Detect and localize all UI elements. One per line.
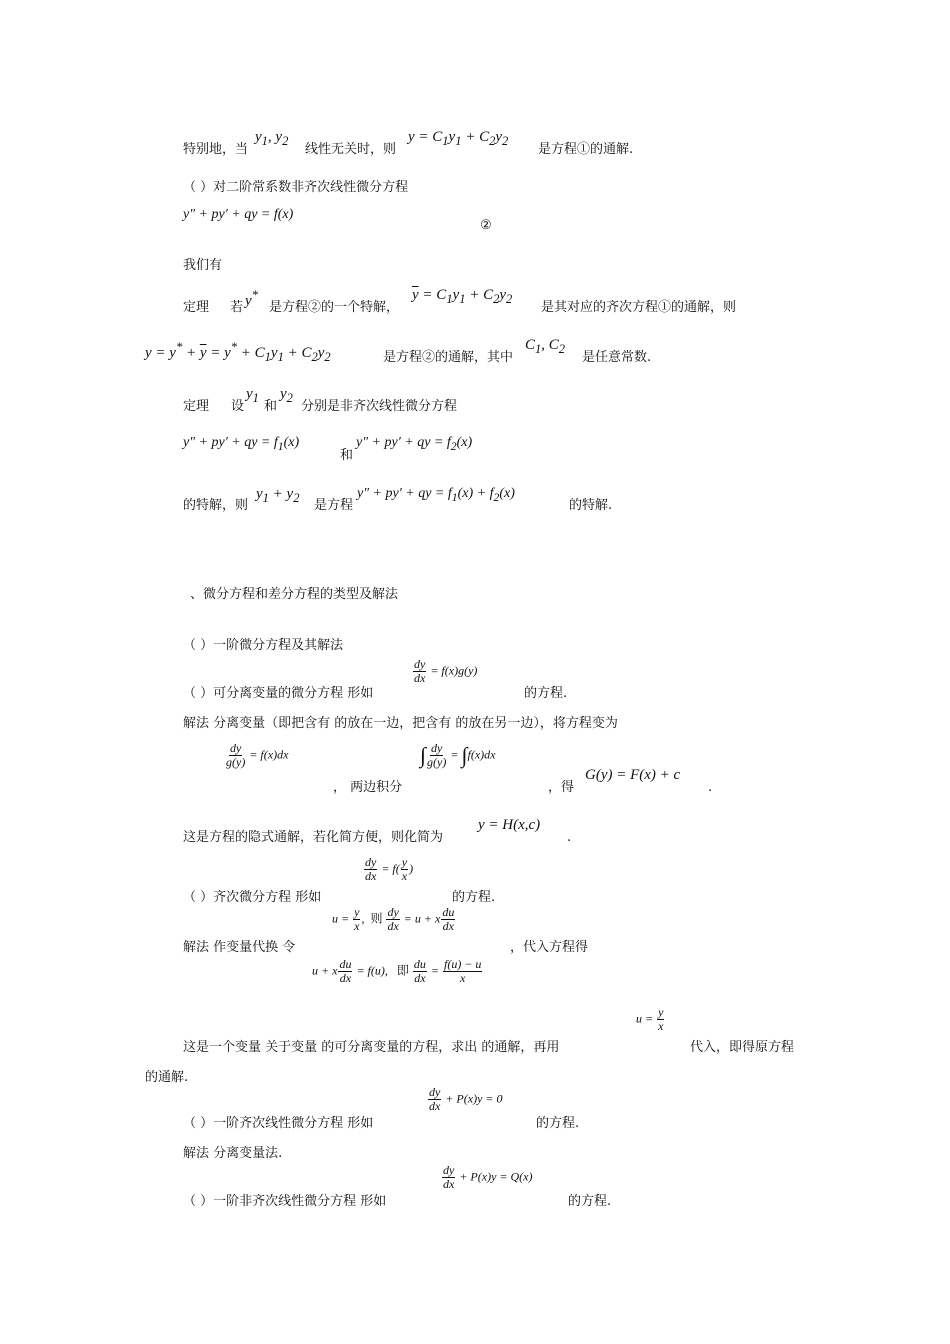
text-linear-nonhomogeneous-eq: 的方程. [568,1194,612,1209]
text-let: 设 [231,399,245,414]
formula-f1: y″ + py′ + qy = $f_1(x)$ [183,435,300,453]
formula-homogeneous: $\frac{dy}{dx}$ = f( $\frac{y}{x}$ ) [365,855,414,883]
text-is-general-solution-2: 是方程②的通解，其中 [383,350,514,365]
text-is-equation: 是方程 [314,498,354,513]
text-is-general-solution-1: 是方程①的通解. [538,142,634,157]
text-substitute-back: 代入，即得原方程 [690,1040,795,1055]
formula-explicit: y = H(x,c) [478,817,541,833]
text-respectively: 分别是非齐次线性微分方程 [301,399,458,414]
formula-substituted: u + x $\frac{du}{dx}$ = f(u), 即 $\frac{du}{dx}$ = $\frac{f(u) - u}{x}$ [312,957,482,985]
formula-separable: $\frac{dy}{dx}$ = f(x)g(y) [414,657,478,685]
text-substitute-into: ，代入方程得 [510,940,589,955]
text-separable-in-u: 这是一个变量 关于变量 的可分离变量的方程，求出 的通解，再用 [183,1040,560,1055]
formula-y1-y2: $y_1$, $y_2$ [255,129,289,148]
text-if: 若 [230,300,244,315]
text-corresponding-homogeneous: 是其对应的齐次方程①的通解，则 [541,300,737,315]
formula-separated: $\frac{dy}{g(y)}$ = f(x)dx [226,741,289,769]
formula-y-bar: $\overline{y} = C_1y_1 + C_2y_2$ [412,287,513,306]
text-separable-type: （ ）可分离变量的微分方程 形如 [183,686,374,701]
formula-u-equals: u = $\frac{y}{x}$ [636,1005,664,1033]
formula-integrated: ∫ $\frac{dy}{g(y)}$ = ∫f(x)dx [420,741,496,769]
text-integrate-both: ， 两边积分 [333,780,403,795]
formula-substitution: u = $\frac{y}{x}$ , 则 $\frac{dy}{dx}$ = u + x $\frac{du}{dx}$ [332,905,455,933]
text-linear-nonhomogeneous-type: （ ）一阶非齐次线性微分方程 形如 [183,1194,387,1209]
text-homogeneous-type: （ ）齐次微分方程 形如 [183,890,322,905]
subsection-first-order: （ ）一阶微分方程及其解法 [183,638,344,653]
text-particular-then: 的特解，则 [183,498,249,513]
text-period-1: . [708,780,713,795]
text-particular-end: 的特解. [569,498,613,513]
text-and-2: 和 [340,448,354,463]
text-and-1: 和 [264,399,278,414]
formula-implicit: G(y) = F(x) + c [585,767,681,783]
text-arbitrary-constants: 是任意常数. [582,350,652,365]
text-separable-eq: 的方程. [524,686,568,701]
text-particular-solution: 是方程②的一个特解， [269,300,400,315]
text-linear-homogeneous-type: （ ）一阶齐次线性微分方程 形如 [183,1116,374,1131]
formula-general-nonhomogeneous: $y = y^* + \overline{y} = y^* + C_1y_1 + C_2y_2$ [145,340,331,364]
formula-c1-c2: $C_1$, $C_2$ [525,337,566,356]
text-separation-method: 解法 分离变量（即把含有 的放在一边，把含有 的放在另一边），将方程变为 [183,716,618,731]
formula-y1-plus-y2: $y_1 + y_2$ [256,486,300,505]
formula-y2: $y_2$ [280,386,293,405]
formula-f1-plus-f2: y″ + py′ + qy = $f_1(x) + f_2(x)$ [357,486,515,504]
theorem-label-2: 定理 [183,399,210,414]
formula-linear-nonhomogeneous: $\frac{dy}{dx}$ + P(x)y = Q(x) [443,1163,533,1191]
equation-number-2: ② [480,218,492,233]
formula-y-star: y* [245,288,258,309]
formula-equation-2: y″ + py′ + qy = f(x) [183,207,294,222]
formula-linear-homogeneous: $\frac{dy}{dx}$ + P(x)y = 0 [429,1085,503,1113]
text-we-have: 我们有 [183,258,223,273]
text-linear-homogeneous-eq: 的方程. [536,1116,580,1131]
text-separation-method-2: 解法 分离变量法. [183,1146,283,1161]
text-special-case: 特别地，当 [183,142,249,157]
theorem-label-1: 定理 [183,300,210,315]
text-homogeneous-eq: 的方程. [452,890,496,905]
section-heading: 、微分方程和差分方程的类型及解法 [190,587,399,602]
text-period-2: . [567,830,572,845]
text-obtain: ，得 [548,780,575,795]
formula-y1: $y_1$ [246,386,259,405]
text-linear-independent: 线性无关时，则 [305,142,397,157]
text-variable-substitution: 解法 作变量代换 令 [183,940,296,955]
text-implicit-solution: 这是方程的隐式通解，若化简方便，则化简为 [183,830,444,845]
formula-general-homogeneous: $y = C_1y_1 + C_2y_2$ [408,129,509,148]
formula-f2: y″ + py′ + qy = $f_2(x)$ [356,435,473,453]
text-original-general: 的通解. [145,1070,189,1085]
text-second-order-nonhomogeneous: （ ）对二阶常系数非齐次线性微分方程 [183,180,409,195]
